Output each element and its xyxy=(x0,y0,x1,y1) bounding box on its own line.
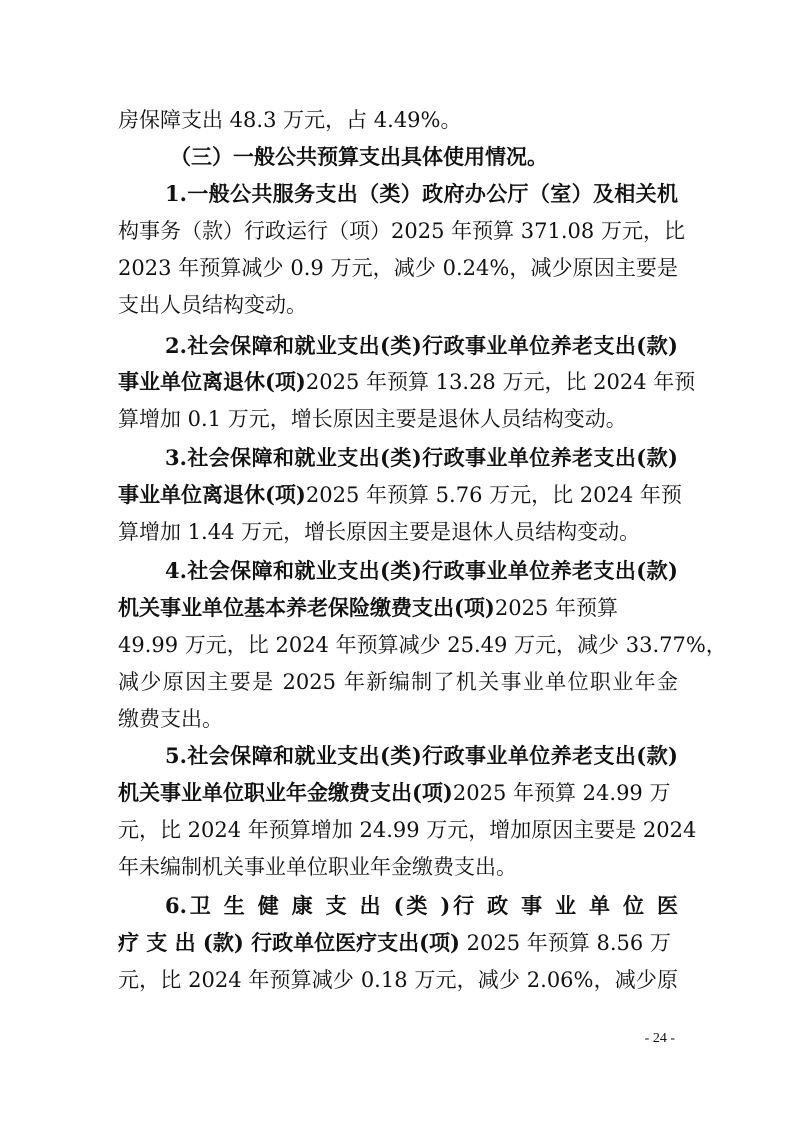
item-4-title-line: 4.社会保障和就业支出(类)行政事业单位养老支出(款) xyxy=(165,558,678,583)
item-3-text-line-3: 算增加 1.44 万元，增长原因主要是退休人员结构变动。 xyxy=(118,520,641,544)
body-text-line: 房保障支出 48.3 万元，占 4.49%。 xyxy=(118,108,462,132)
item-2-category-bold: 事业单位离退休(项) xyxy=(118,369,306,394)
item-5-amount-text: 2025 年预算 24.99 万 xyxy=(452,781,671,805)
item-5-text-line-4: 年未编制机关事业单位职业年金缴费支出。 xyxy=(118,855,517,879)
item-4-text-line-5: 缴费支出。 xyxy=(118,707,223,731)
item-5-text-line-2 xyxy=(118,778,678,808)
item-1-title-line: 1.一般公共服务支出（类）政府办公厅（室）及相关机 xyxy=(165,181,678,206)
item-2-title-line: 2.社会保障和就业支出(类)行政事业单位养老支出(款) xyxy=(165,333,678,358)
item-6-category-bold: 疗 支 出 (款) 行政单位医疗支出(项) xyxy=(118,930,460,955)
item-6-amount-text: 2025 年预算 8.56 万 xyxy=(460,931,671,955)
item-1-text-line-2: 构事务（款）行政运行（项）2025 年预算 371.08 万元，比 xyxy=(118,219,685,243)
item-4-text-line-3: 49.99 万元，比 2024 年预算减少 25.49 万元，减少 33.77%， xyxy=(118,633,727,657)
item-2-text-line-3: 算增加 0.1 万元，增长原因主要是退休人员结构变动。 xyxy=(118,407,627,431)
item-4-amount-text: 2025 年预算 xyxy=(494,596,618,620)
item-3-category-bold: 事业单位离退休(项) xyxy=(118,482,306,507)
section-heading: （三）一般公共预算支出具体使用情况。 xyxy=(170,144,548,169)
item-6-text-line-2 xyxy=(118,928,678,958)
item-3-amount-text: 2025 年预算 5.76 万元，比 2024 年预 xyxy=(305,483,682,507)
item-6-title-line: 6.卫 生 健 康 支 出 (类 )行 政 事 业 单 位 医 xyxy=(165,893,678,918)
item-4-category-bold: 机关事业单位基本养老保险缴费支出(项) xyxy=(118,595,495,620)
item-3-title-line: 3.社会保障和就业支出(类)行政事业单位养老支出(款) xyxy=(165,445,678,470)
item-5-title-line: 5.社会保障和就业支出(类)行政事业单位养老支出(款) xyxy=(165,743,678,768)
item-5-category-bold: 机关事业单位职业年金缴费支出(项) xyxy=(118,780,453,805)
item-6-text-line-3: 元，比 2024 年预算减少 0.18 万元，减少 2.06%，减少原 xyxy=(118,968,678,992)
item-4-text-line-4: 减少原因主要是 2025 年新编制了机关事业单位职业年金 xyxy=(118,670,678,694)
item-2-text-line-2 xyxy=(118,367,696,397)
item-3-text-line-2 xyxy=(118,480,682,510)
item-1-text-line-4: 支出人员结构变动。 xyxy=(118,293,307,317)
page-number: - 24 - xyxy=(644,1031,675,1046)
item-2-amount-text: 2025 年预算 13.28 万元，比 2024 年预 xyxy=(305,370,696,394)
item-1-text-line-3: 2023 年预算减少 0.9 万元，减少 0.24%，减少原因主要是 xyxy=(118,256,678,280)
item-4-text-line-2 xyxy=(118,593,678,623)
item-5-text-line-3: 元，比 2024 年预算增加 24.99 万元，增加原因主要是 2024 xyxy=(118,818,697,842)
